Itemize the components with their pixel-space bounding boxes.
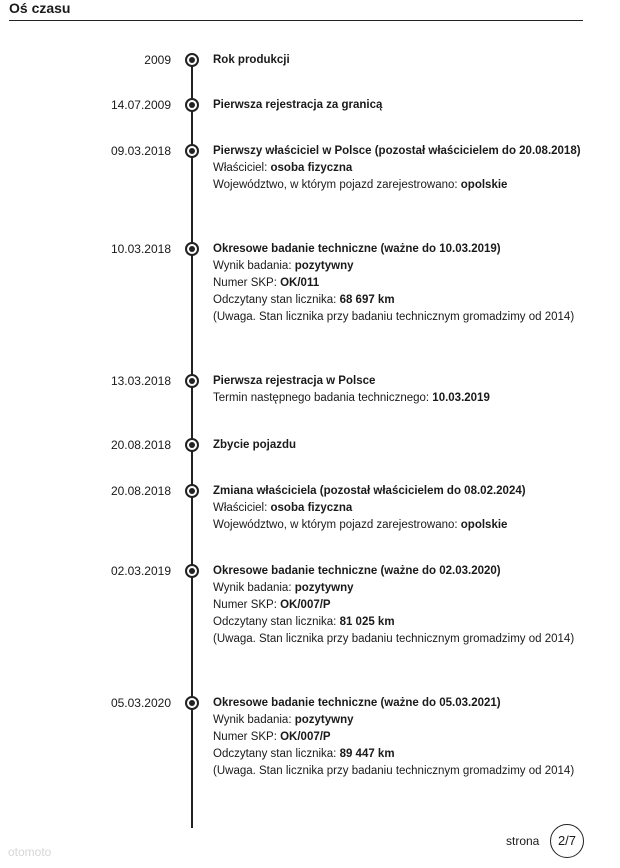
event-detail-line xyxy=(213,258,583,275)
detail-label: (Uwaga. Stan licznika przy badaniu technicznym gromadzimy od 2014) xyxy=(213,633,575,645)
event-date: 14.07.2009 xyxy=(110,98,171,112)
event-detail-line xyxy=(213,160,583,177)
detail-value: pozytywny xyxy=(294,582,354,594)
detail-value: OK/007/P xyxy=(280,599,331,611)
detail-label: Odczytany stan licznika: xyxy=(213,748,340,760)
event-detail-line xyxy=(213,390,583,407)
detail-label: Termin następnego badania technicznego: xyxy=(213,392,433,404)
timeline-dot-icon xyxy=(185,144,199,158)
timeline-dot-icon xyxy=(185,438,199,452)
event-detail-line xyxy=(213,597,583,614)
event-detail-line xyxy=(213,275,583,292)
detail-value: opolskie xyxy=(460,519,508,531)
event-content xyxy=(213,97,583,114)
event-content xyxy=(213,483,583,534)
event-title: Zmiana właściciela (pozostał właścicielem do 08.02.2024) xyxy=(213,485,526,497)
event-content xyxy=(213,241,583,326)
event-date: 2009 xyxy=(144,53,171,67)
timeline-dot-icon xyxy=(185,564,199,578)
detail-label: Wynik badania: xyxy=(213,260,295,272)
detail-label: Województwo, w którym pojazd zarejestrowano: xyxy=(213,179,461,191)
section-header xyxy=(9,0,583,21)
detail-value: pozytywny xyxy=(294,260,354,272)
event-detail-line xyxy=(213,517,583,534)
detail-value: 81 025 km xyxy=(339,616,395,628)
event-detail-line xyxy=(213,177,583,194)
event-date: 02.03.2019 xyxy=(110,564,171,578)
detail-value: osoba fizyczna xyxy=(270,502,353,514)
event-title: Okresowe badanie techniczne (ważne do 10.03.2019) xyxy=(213,243,501,255)
event-date: 10.03.2018 xyxy=(110,242,171,256)
event-title: Okresowe badanie techniczne (ważne do 02.03.2020) xyxy=(213,565,501,577)
event-title: Pierwsza rejestracja w Polsce xyxy=(213,375,376,387)
event-content xyxy=(213,143,583,194)
detail-label: Numer SKP: xyxy=(213,277,281,289)
detail-label: Numer SKP: xyxy=(213,599,281,611)
detail-label: Odczytany stan licznika: xyxy=(213,616,340,628)
timeline-dot-icon xyxy=(185,53,199,67)
event-title: Okresowe badanie techniczne (ważne do 05.03.2021) xyxy=(213,697,501,709)
event-detail-line xyxy=(213,580,583,597)
detail-value: 68 697 km xyxy=(339,294,395,306)
event-detail-line xyxy=(213,712,583,729)
timeline-dot-icon xyxy=(185,242,199,256)
detail-value: pozytywny xyxy=(294,714,354,726)
event-content xyxy=(213,563,583,648)
detail-label: Właściciel: xyxy=(213,162,271,174)
timeline-dot-icon xyxy=(185,98,199,112)
detail-label: Województwo, w którym pojazd zarejestrowano: xyxy=(213,519,461,531)
event-detail-line xyxy=(213,292,583,309)
detail-value: 89 447 km xyxy=(339,748,395,760)
timeline-dot-icon xyxy=(185,696,199,710)
watermark-logo: otomoto xyxy=(8,845,52,859)
detail-label: Wynik badania: xyxy=(213,714,295,726)
event-detail-line xyxy=(213,763,583,780)
event-detail-line xyxy=(213,309,583,326)
event-title: Zbycie pojazdu xyxy=(213,439,297,451)
event-detail-line xyxy=(213,500,583,517)
event-date: 05.03.2020 xyxy=(110,696,171,710)
detail-label: Wynik badania: xyxy=(213,582,295,594)
event-content xyxy=(213,373,583,407)
detail-label: (Uwaga. Stan licznika przy badaniu technicznym gromadzimy od 2014) xyxy=(213,311,575,323)
section-title: Oś czasu xyxy=(9,0,71,16)
event-date: 20.08.2018 xyxy=(110,438,171,452)
event-content xyxy=(213,437,583,454)
event-detail-line xyxy=(213,729,583,746)
event-detail-line xyxy=(213,631,583,648)
detail-label: Odczytany stan licznika: xyxy=(213,294,340,306)
timeline-dot-icon xyxy=(185,484,199,498)
detail-label: (Uwaga. Stan licznika przy badaniu technicznym gromadzimy od 2014) xyxy=(213,765,575,777)
event-date: 09.03.2018 xyxy=(110,144,171,158)
timeline-dot-icon xyxy=(185,374,199,388)
detail-value: opolskie xyxy=(460,179,508,191)
event-detail-line xyxy=(213,746,583,763)
event-title: Pierwszy właściciel w Polsce (pozostał właścicielem do 20.08.2018) xyxy=(213,145,581,157)
event-detail-line xyxy=(213,614,583,631)
detail-label: Numer SKP: xyxy=(213,731,281,743)
detail-label: Właściciel: xyxy=(213,502,271,514)
detail-value: OK/007/P xyxy=(280,731,331,743)
event-content xyxy=(213,52,583,69)
page-label: strona xyxy=(506,834,540,848)
detail-value: 10.03.2019 xyxy=(432,392,490,404)
event-date: 13.03.2018 xyxy=(110,374,171,388)
event-date: 20.08.2018 xyxy=(110,484,171,498)
page-number-badge: 2/7 xyxy=(550,824,584,858)
detail-value: osoba fizyczna xyxy=(270,162,353,174)
event-content xyxy=(213,695,583,780)
event-title: Pierwsza rejestracja za granicą xyxy=(213,99,383,111)
detail-value: OK/011 xyxy=(280,277,320,289)
event-title: Rok produkcji xyxy=(213,54,290,66)
